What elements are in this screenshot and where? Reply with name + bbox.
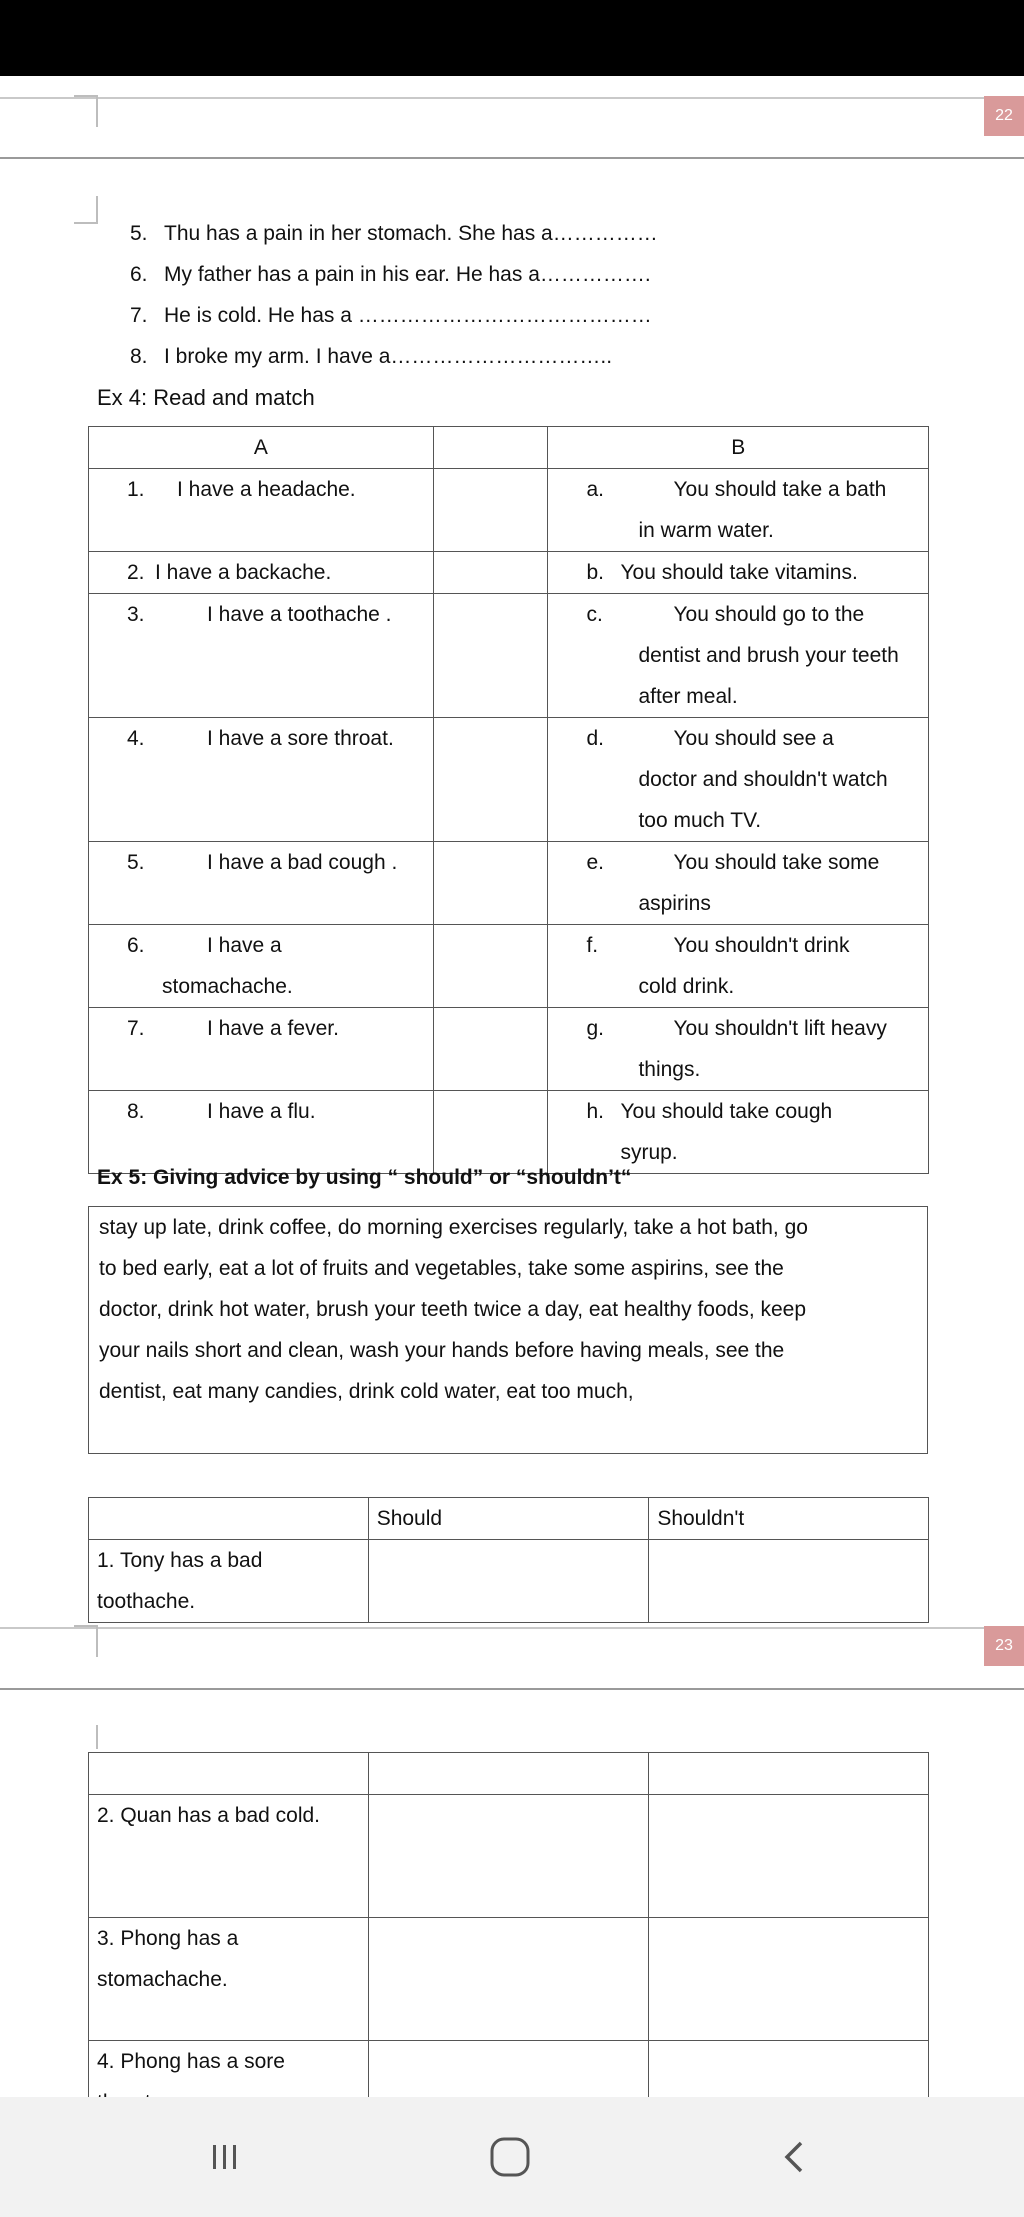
word-line: dentist, eat many candies, drink cold water, eat too much, [99,1380,634,1403]
shouldnt-header: Shouldn't [649,1498,929,1540]
match-row: 4. I have a sore throat. d. You should see a doctor and shouldn't watch too much TV. [89,718,929,842]
word-line: to bed early, eat a lot of fruits and vegetables, take some aspirins, see the [99,1257,784,1280]
ex5-title: Ex 5: Giving advice by using “ should” or “shouldn’t“ [97,1166,632,1189]
advice-header-row [89,1498,929,1540]
page-corner-mark [74,95,98,127]
match-row: 1. I have a headache. a. You should take a bath in warm water. [89,469,929,552]
question-5: 5. Thu has a pain in her stomach. She has a…………… [130,222,658,245]
word-line: your nails short and clean, wash your hands before having meals, see the [99,1339,785,1362]
page-number-badge: 22 [984,96,1024,136]
match-row: 7. I have a fever. g. You shouldn't lift heavy things. [89,1008,929,1091]
navigation-bar [0,2097,1024,2217]
should-cell[interactable] [368,1540,649,1623]
advice-row: 2. Quan has a bad cold. [89,1795,929,1918]
match-row: 2. I have a backache. b. You should take vitamins. [89,552,929,594]
match-row: 8. I have a flu. h. You should take cough syrup. [89,1091,929,1174]
match-row: 6. I have a stomachache. f. You shouldn't drink cold drink. [89,925,929,1008]
should-header: Should [368,1498,649,1540]
back-icon[interactable] [765,2127,825,2187]
match-table [88,426,929,1174]
recent-apps-icon[interactable] [195,2127,255,2187]
question-6: 6. My father has a pain in his ear. He has a……………. [130,263,651,286]
advice-row: 3. Phong has a stomachache. [89,1918,929,2041]
should-cell[interactable] [368,1918,649,2041]
match-header-row [89,427,929,469]
shouldnt-cell[interactable] [649,1918,929,2041]
page-top-rule [0,1627,1024,1629]
advice-table-1 [88,1497,929,1623]
col-a-header: A [89,427,434,469]
home-icon[interactable] [480,2127,540,2187]
col-b-header: B [548,427,929,469]
word-box [88,1206,928,1454]
text-corner-mark [74,1725,98,1749]
match-row: 3. I have a toothache . c. You should go to the dentist and brush your teeth after meal. [89,594,929,718]
shouldnt-cell[interactable] [649,1795,929,1918]
question-7: 7. He is cold. He has a …………………………………… [130,304,652,327]
status-bar [0,0,1024,76]
page-top-rule [0,97,1024,99]
page-number-badge: 23 [984,1626,1024,1666]
text-corner-mark [74,196,98,224]
ex4-title: Ex 4: Read and match [97,385,315,410]
shouldnt-cell[interactable] [649,1540,929,1623]
advice-row: 4. Phong has a sore [89,2041,929,2164]
question-8: 8. I broke my arm. I have a………………………….. [130,345,613,368]
should-cell[interactable] [368,1795,649,1918]
advice-row: 1. Tony has a bad toothache. [89,1540,929,1623]
page-header-rule [0,1688,1024,1690]
page-corner-mark [74,1625,98,1657]
match-row: 5. I have a bad cough . e. You should take some aspirins [89,842,929,925]
word-line: doctor, drink hot water, brush your teeth twice a day, eat healthy foods, keep [99,1298,807,1321]
word-line: stay up late, drink coffee, do morning exercises regularly, take a hot bath, go [99,1216,808,1239]
page-header-rule [0,157,1024,159]
